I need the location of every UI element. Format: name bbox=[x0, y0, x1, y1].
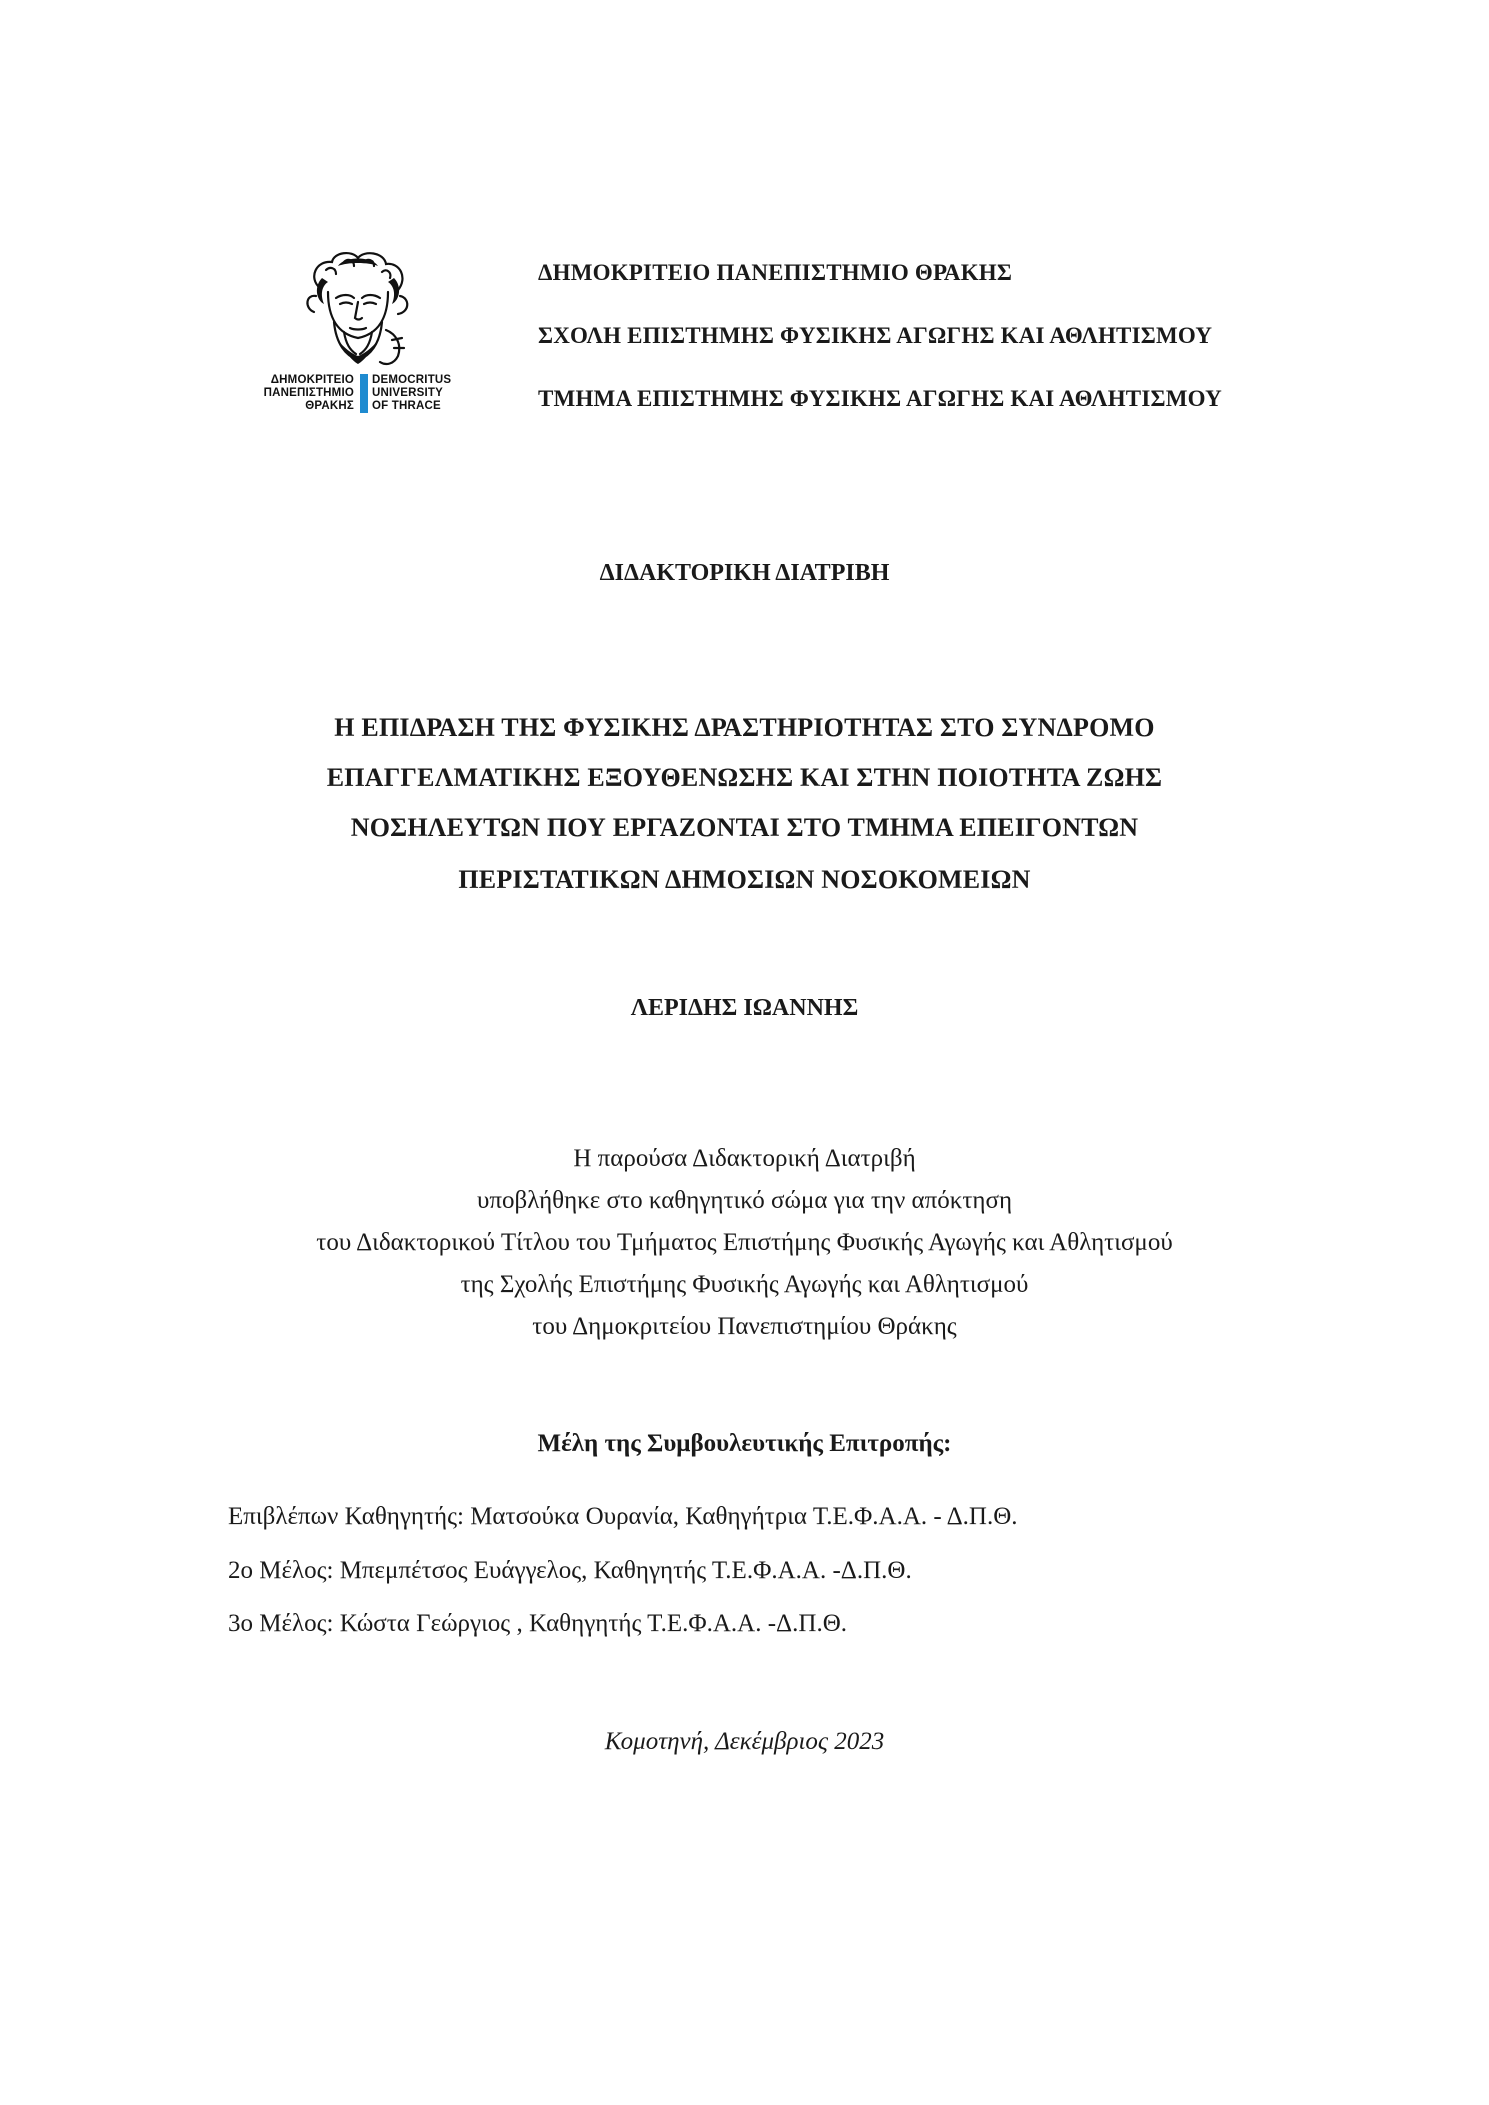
committee-member: 2ο Μέλος: Μπεμπέτσος Ευάγγελος, Καθηγητής Τ.Ε.Φ.Α.Α. -Δ.Π.Θ. bbox=[228, 1557, 912, 1584]
logo-text-line: OF THRACE bbox=[372, 400, 441, 412]
logo-text-line: ΠΑΝΕΠΙΣΤΗΜΙΟ bbox=[263, 387, 354, 399]
thesis-title-line: ΕΠΑΓΓΕΛΜΑΤΙΚΗΣ ΕΞΟΥΘΕΝΩΣΗΣ ΚΑΙ ΣΤΗΝ ΠΟΙΟΤΗΤΑ ΖΩΗΣ bbox=[326, 763, 1163, 792]
thesis-title-line: ΠΕΡΙΣΤΑΤΙΚΩΝ ΔΗΜΟΣΙΩΝ ΝΟΣΟΚΟΜΕΙΩΝ bbox=[458, 865, 1031, 894]
thesis-title-line: Η ΕΠΙΔΡΑΣΗ ΤΗΣ ΦΥΣΙΚΗΣ ΔΡΑΣΤΗΡΙΟΤΗΤΑΣ ΣΤΟ ΣΥΝΔΡΟΜΟ bbox=[334, 713, 1155, 742]
description-line: Η παρούσα Διδακτορική Διατριβή bbox=[573, 1145, 916, 1172]
department-name: ΤΜΗΜΑ ΕΠΙΣΤΗΜΗΣ ΦΥΣΙΚΗΣ ΑΓΩΓΗΣ ΚΑΙ ΑΘΛΗΤΙΣΜΟΥ bbox=[538, 386, 1222, 411]
logo-text-line: DEMOCRITUS bbox=[372, 374, 452, 386]
document-type: ΔΙΔΑΚΤΟΡΙΚΗ ΔΙΑΤΡΙΒΗ bbox=[599, 560, 890, 586]
description-line: υποβλήθηκε στο καθηγητικό σώμα για την απόκτηση bbox=[476, 1187, 1013, 1214]
description-line: της Σχολής Επιστήμης Φυσικής Αγωγής και Αθλητισμού bbox=[460, 1271, 1029, 1298]
logo-text-greek bbox=[244, 374, 354, 413]
university-name: ΔΗΜΟΚΡΙΤΕΙΟ ΠΑΝΕΠΙΣΤΗΜΙΟ ΘΡΑΚΗΣ bbox=[538, 260, 1013, 285]
university-logo bbox=[240, 248, 480, 418]
description-line: του Δημοκριτείου Πανεπιστημίου Θράκης bbox=[532, 1313, 957, 1340]
logo-text-english bbox=[372, 374, 482, 413]
place-and-date: Κομοτηνή, Δεκέμβριος 2023 bbox=[604, 1728, 885, 1755]
logo-text-line: UNIVERSITY bbox=[372, 387, 444, 399]
logo-divider-bar bbox=[360, 374, 368, 413]
author-name: ΛΕΡΙΔΗΣ ΙΩΑΝΝΗΣ bbox=[630, 995, 859, 1021]
committee-member: Επιβλέπων Καθηγητής: Ματσούκα Ουρανία, Καθηγήτρια Τ.Ε.Φ.Α.Α. - Δ.Π.Θ. bbox=[228, 1503, 1018, 1530]
committee-heading: Μέλη της Συμβουλευτικής Επιτροπής: bbox=[537, 1430, 952, 1457]
logo-text-line: ΘΡΑΚΗΣ bbox=[305, 400, 354, 412]
school-name: ΣΧΟΛΗ ΕΠΙΣΤΗΜΗΣ ΦΥΣΙΚΗΣ ΑΓΩΓΗΣ ΚΑΙ ΑΘΛΗΤΙΣΜΟΥ bbox=[538, 323, 1213, 348]
thesis-title-line: ΝΟΣΗΛΕΥΤΩΝ ΠΟΥ ΕΡΓΑΖΟΝΤΑΙ ΣΤΟ ΤΜΗΜΑ ΕΠΕΙΓΟΝΤΩΝ bbox=[350, 813, 1139, 842]
logo-text-line: ΔΗΜΟΚΡΙΤΕΙΟ bbox=[270, 374, 354, 386]
description-line: του Διδακτορικού Τίτλου του Τμήματος Επιστήμης Φυσικής Αγωγής και Αθλητισμού bbox=[316, 1229, 1173, 1256]
democritus-portrait-icon bbox=[298, 248, 418, 372]
committee-member: 3ο Μέλος: Κώστα Γεώργιος , Καθηγητής Τ.Ε.Φ.Α.Α. -Δ.Π.Θ. bbox=[228, 1610, 847, 1637]
